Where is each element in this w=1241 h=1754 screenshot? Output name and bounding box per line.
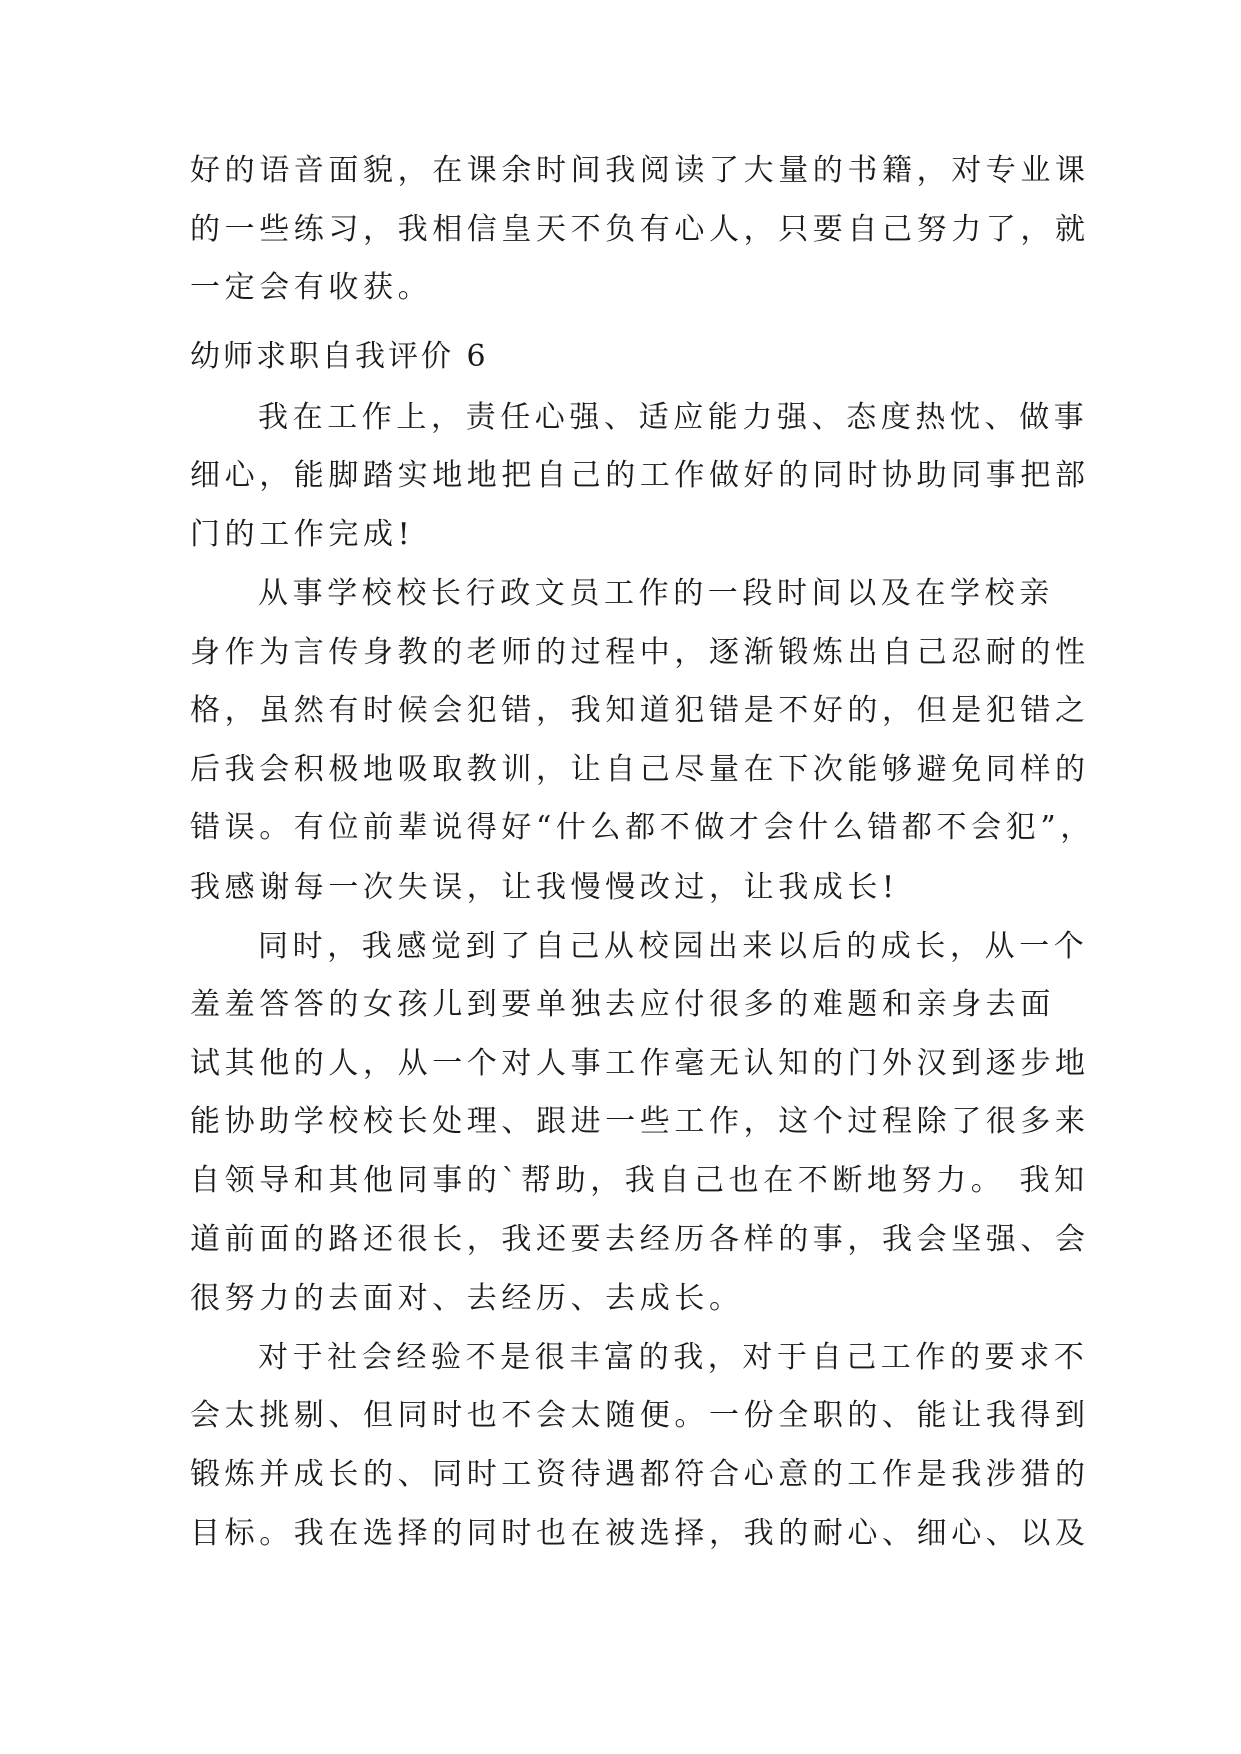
text-line: 很努力的去面对、去经历、去成长。 (190, 1281, 744, 1316)
text-line: 从事学校校长行政文员工作的一段时间以及在学校亲 (258, 576, 1054, 611)
text-line: 好的语音面貌，在课余时间我阅读了大量的书籍，对专业课 (190, 153, 1090, 188)
text-line: 锻炼并成长的、同时工资待遇都符合心意的工作是我涉猎的 (190, 1457, 1090, 1492)
text-line: 我感谢每一次失误，让我慢慢改过，让我成长! (190, 870, 899, 905)
text-line: 的一些练习，我相信皇天不负有心人，只要自己努力了，就 (190, 212, 1090, 247)
text-line: 一定会有收获。 (190, 270, 433, 305)
text-line: 自领导和其他同事的`帮助，我自己也在不断地努力。 我知 (190, 1163, 1089, 1198)
text-line: 细心，能脚踏实地地把自己的工作做好的同时协助同事把部 (190, 458, 1090, 493)
text-line: 错误。有位前辈说得好“什么都不做才会什么错都不会犯”， (190, 810, 1095, 845)
text-line: 门的工作完成! (190, 517, 415, 552)
text-line: 会太挑剔、但同时也不会太随便。一份全职的、能让我得到 (190, 1398, 1090, 1433)
text-line: 对于社会经验不是很丰富的我，对于自己工作的要求不 (258, 1340, 1089, 1375)
text-line: 我在工作上，责任心强、适应能力强、态度热忱、做事 (258, 400, 1089, 435)
text-line: 能协助学校校长处理、跟进一些工作，这个过程除了很多来 (190, 1104, 1090, 1139)
text-line: 格，虽然有时候会犯错，我知道犯错是不好的，但是犯错之 (190, 693, 1090, 728)
text-line: 道前面的路还很长，我还要去经历各样的事，我会坚强、会 (190, 1222, 1090, 1257)
text-line: 羞羞答答的女孩儿到要单独去应付很多的难题和亲身去面 (190, 987, 1055, 1022)
text-line: 试其他的人，从一个对人事工作毫无认知的门外汉到逐步地 (190, 1046, 1090, 1081)
section-heading: 幼师求职自我评价 6 (190, 339, 489, 374)
text-line: 同时，我感觉到了自己从校园出来以后的成长，从一个 (258, 929, 1089, 964)
text-line: 身作为言传身教的老师的过程中，逐渐锻炼出自己忍耐的性 (190, 635, 1090, 670)
text-line: 目标。我在选择的同时也在被选择，我的耐心、细心、以及 (190, 1516, 1090, 1551)
text-line: 后我会积极地吸取教训，让自己尽量在下次能够避免同样的 (190, 752, 1090, 787)
